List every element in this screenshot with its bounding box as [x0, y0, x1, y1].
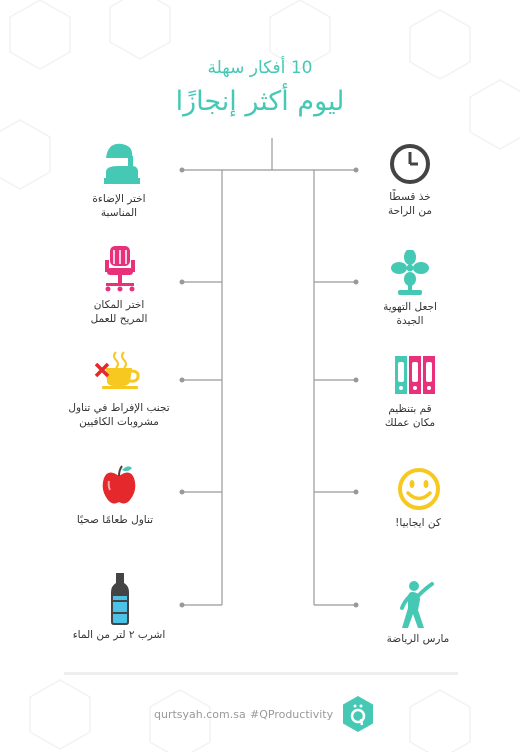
binders-icon: [393, 354, 437, 396]
left-item-2: [44, 298, 194, 326]
desk-lamp-icon: [98, 140, 142, 186]
left-item-2-line-1: اختر المكان: [93, 299, 145, 311]
left-item-1-line-2: المناسبة: [100, 207, 138, 219]
right-item-2-line-1: اجعل التهوية: [383, 301, 437, 313]
footer-divider: [64, 672, 458, 675]
left-item-5: [44, 628, 194, 642]
coffee-cup-crossed-icon: [94, 350, 142, 390]
right-item-4-line-1: كن ايجابيا!: [395, 517, 441, 529]
apple-icon: [100, 464, 138, 506]
footer-website: qurtsyah.com.sa: [154, 708, 246, 721]
right-item-1: [335, 190, 485, 218]
right-item-4: [343, 516, 493, 530]
right-item-1-line-2: من الراحة: [388, 205, 432, 217]
left-item-2-line-2: المريح للعمل: [90, 313, 148, 325]
water-bottle-icon: [108, 572, 132, 626]
left-item-1-line-1: اختر الإضاءة: [92, 193, 146, 205]
subtitle: 10 أفكار سهلة: [207, 58, 313, 78]
right-item-3-line-1: قم بتنظيم: [388, 403, 432, 415]
right-item-2-line-2: الجيدة: [396, 315, 424, 327]
right-item-3-line-2: مكان عملك: [384, 417, 436, 429]
clock-icon: [388, 142, 432, 186]
left-item-1: [44, 192, 194, 220]
left-item-4-line-1: تناول طعامًا صحيًا: [76, 514, 154, 526]
footer-hashtag: #QProductivity: [250, 708, 334, 721]
page-title: ليوم أكثر إنجازًا: [175, 86, 345, 117]
left-item-3-line-1: تجنب الإفراط في تناول: [68, 402, 170, 414]
office-chair-icon: [102, 244, 138, 292]
right-item-1-line-1: خذ قسطًا: [389, 191, 431, 203]
right-item-5: [343, 632, 493, 646]
left-item-4: [40, 513, 190, 527]
right-item-5-line-1: مارس الرياضة: [386, 633, 450, 645]
fan-icon: [388, 250, 432, 296]
left-item-5-line-1: اشرب ٢ لتر من الماء: [72, 629, 166, 641]
smiley-icon: [396, 466, 442, 512]
right-item-3: [335, 402, 485, 430]
qurtsyah-logo-icon: [341, 695, 375, 733]
left-item-3-line-2: مشروبات الكافيين: [79, 416, 159, 428]
exercise-person-icon: [398, 578, 438, 630]
right-item-2: [335, 300, 485, 328]
left-item-3: [44, 401, 194, 429]
